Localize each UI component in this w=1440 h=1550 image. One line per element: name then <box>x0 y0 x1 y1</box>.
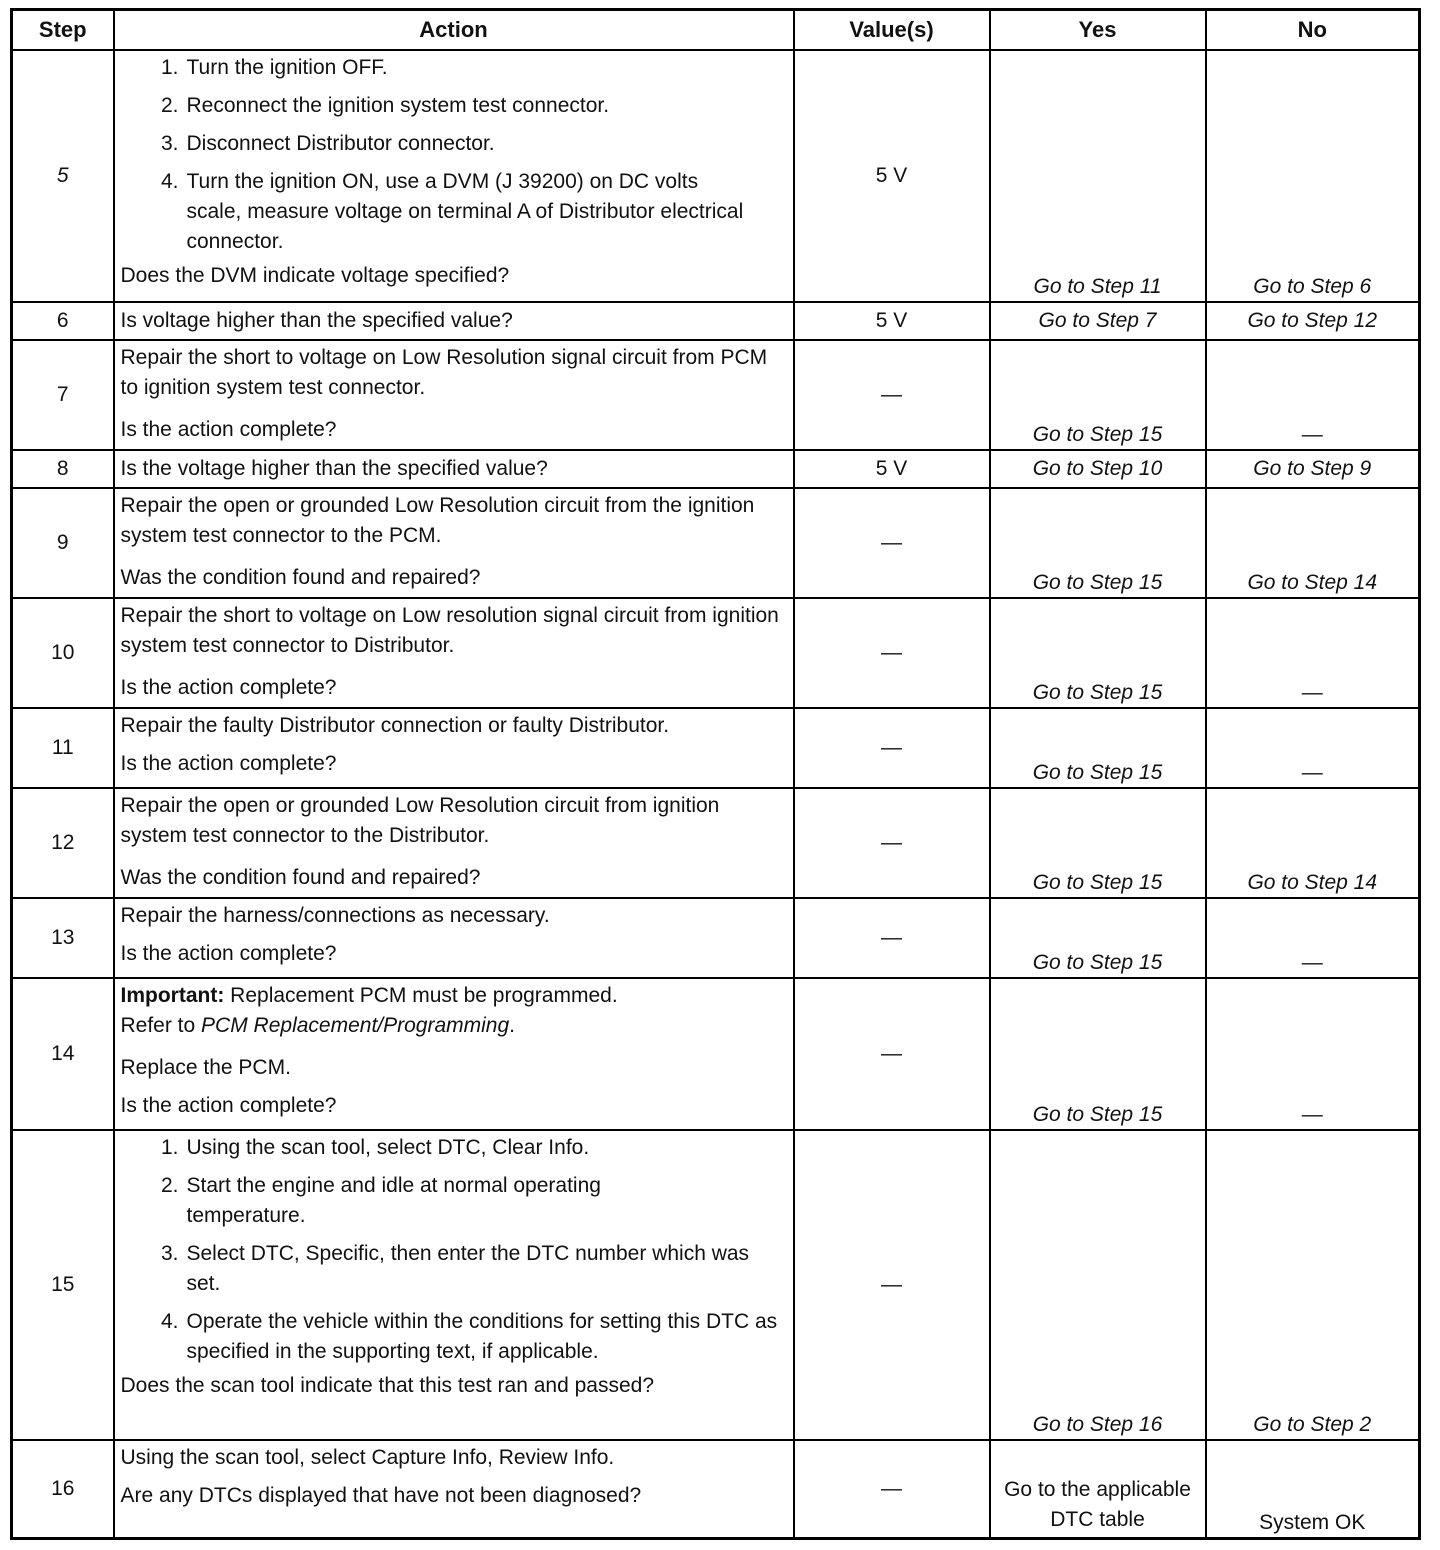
no-cell: — <box>1206 598 1420 708</box>
action-question: Is the action complete? <box>120 676 337 700</box>
table-row <box>12 708 1420 788</box>
action-cell <box>114 340 794 450</box>
action-text: Repair the short to voltage on Low Resolution signal circuit from PCM to ignition system test connector. <box>120 346 768 400</box>
list-item: 2. Start the engine and idle at normal operating temperature. <box>160 1174 601 1228</box>
value-cell: — <box>794 708 990 788</box>
action-cell <box>114 1130 794 1440</box>
list-item: 2. Reconnect the ignition system test connector. <box>160 94 610 117</box>
no-cell: — <box>1206 898 1420 978</box>
value-cell: — <box>794 898 990 978</box>
table-row <box>12 1130 1420 1440</box>
yes-cell: Go to Step 15 <box>990 340 1206 450</box>
yes-cell: Go to Step 7 <box>990 302 1206 340</box>
table-row <box>12 302 1420 340</box>
table-row <box>12 788 1420 898</box>
no-cell: Go to Step 2 <box>1206 1130 1420 1440</box>
table-row <box>12 50 1420 302</box>
no-cell: — <box>1206 978 1420 1130</box>
action-text: Repair the open or grounded Low Resolution circuit from the ignition system test connector to the PCM. <box>120 494 755 548</box>
table-row <box>12 898 1420 978</box>
table-row <box>12 1440 1420 1538</box>
action-cell <box>114 302 794 340</box>
step-number: 13 <box>12 898 114 978</box>
yes-cell: Go to Step 10 <box>990 450 1206 488</box>
list-item: 4. Operate the vehicle within the conditions for setting this DTC as specified in the supporting text, if applicable. <box>160 1310 778 1364</box>
yes-cell: Go to Step 15 <box>990 978 1206 1130</box>
action-cell <box>114 50 794 302</box>
step-number: 10 <box>12 598 114 708</box>
yes-cell: Go to Step 11 <box>990 50 1206 302</box>
action-question: Is voltage higher than the specified value? <box>120 309 513 333</box>
yes-cell: Go to Step 15 <box>990 488 1206 598</box>
action-cell <box>114 598 794 708</box>
no-cell: Go to Step 9 <box>1206 450 1420 488</box>
action-cell <box>114 488 794 598</box>
important-text: Replacement PCM must be programmed. <box>230 984 618 1008</box>
value-cell: — <box>794 788 990 898</box>
value-cell: — <box>794 1130 990 1440</box>
yes-cell: Go to Step 15 <box>990 898 1206 978</box>
refer-note <box>121 1011 787 1041</box>
action-steps-list <box>121 1133 787 1367</box>
value-cell: — <box>794 978 990 1130</box>
action-question: Does the DVM indicate voltage specified? <box>120 264 510 287</box>
action-question: Was the condition found and repaired? <box>120 866 481 890</box>
step-number: 6 <box>12 302 114 340</box>
table-row <box>12 978 1420 1130</box>
value-cell: — <box>794 488 990 598</box>
header-yes: Yes <box>990 10 1206 51</box>
action-question: Does the scan tool indicate that this test ran and passed? <box>120 1374 655 1398</box>
action-question: Is the voltage higher than the specified value? <box>120 457 548 481</box>
action-question: Is the action complete? <box>120 752 337 776</box>
yes-cell: Go to the applicable DTC table <box>990 1440 1206 1538</box>
action-question: Are any DTCs displayed that have not been diagnosed? <box>120 1484 642 1508</box>
action-text: Using the scan tool, select Capture Info, Review Info. <box>120 1446 615 1470</box>
yes-cell: Go to Step 16 <box>990 1130 1206 1440</box>
table-row <box>12 488 1420 598</box>
refer-prefix: Refer to <box>120 1014 196 1038</box>
table-row <box>12 340 1420 450</box>
value-cell: — <box>794 1440 990 1538</box>
action-text: Replace the PCM. <box>120 1056 291 1080</box>
step-number: 15 <box>12 1130 114 1440</box>
step-number: 11 <box>12 708 114 788</box>
action-text: Repair the open or grounded Low Resolution circuit from ignition system test connector to the Distributor. <box>120 794 720 848</box>
header-step: Step <box>12 10 114 51</box>
step-number: 12 <box>12 788 114 898</box>
step-number: 7 <box>12 340 114 450</box>
table-row <box>12 450 1420 488</box>
list-item: 3. Disconnect Distributor connector. <box>160 132 495 155</box>
refer-suffix: . <box>509 1014 515 1038</box>
no-cell: — <box>1206 708 1420 788</box>
action-question: Is the action complete? <box>120 1094 337 1118</box>
value-cell: 5 V <box>794 50 990 302</box>
action-text: Repair the harness/connections as necessary. <box>120 904 550 928</box>
action-cell <box>114 788 794 898</box>
value-cell: — <box>794 598 990 708</box>
diagnostic-table <box>10 8 1421 1540</box>
no-cell: — <box>1206 340 1420 450</box>
action-cell <box>114 708 794 788</box>
step-number: 14 <box>12 978 114 1130</box>
step-number: 5 <box>12 50 114 302</box>
no-cell: Go to Step 14 <box>1206 788 1420 898</box>
list-item: 3. Select DTC, Specific, then enter the DTC number which was set. <box>160 1242 750 1296</box>
action-text: Repair the faulty Distributor connection or faulty Distributor. <box>120 714 670 738</box>
refer-link[interactable]: PCM Replacement/Programming <box>201 1014 510 1038</box>
action-cell <box>114 978 794 1130</box>
action-question: Is the action complete? <box>120 942 337 966</box>
table-row <box>12 598 1420 708</box>
yes-cell: Go to Step 15 <box>990 598 1206 708</box>
list-item: 4. Turn the ignition ON, use a DVM (J 39200) on DC volts scale, measure voltage on terminal A of Distributor electrical connector. <box>160 170 744 253</box>
header-no: No <box>1206 10 1420 51</box>
action-cell <box>114 898 794 978</box>
no-cell: Go to Step 6 <box>1206 50 1420 302</box>
step-number: 16 <box>12 1440 114 1538</box>
value-cell: 5 V <box>794 302 990 340</box>
action-steps-list <box>121 53 787 257</box>
table-header-row <box>12 10 1420 51</box>
action-cell <box>114 450 794 488</box>
value-cell: 5 V <box>794 450 990 488</box>
important-label: Important: <box>120 984 225 1008</box>
important-note <box>121 981 787 1011</box>
action-cell <box>114 1440 794 1538</box>
action-question: Is the action complete? <box>120 418 337 442</box>
no-cell: Go to Step 14 <box>1206 488 1420 598</box>
no-cell: Go to Step 12 <box>1206 302 1420 340</box>
yes-cell: Go to Step 15 <box>990 788 1206 898</box>
header-values: Value(s) <box>794 10 990 51</box>
step-number: 9 <box>12 488 114 598</box>
step-number: 8 <box>12 450 114 488</box>
action-question: Was the condition found and repaired? <box>120 566 481 590</box>
action-text: Repair the short to voltage on Low resolution signal circuit from ignition system test connector to Distributor. <box>120 604 779 658</box>
header-action: Action <box>114 10 794 51</box>
list-item: 1. Turn the ignition OFF. <box>160 56 388 79</box>
list-item: 1. Using the scan tool, select DTC, Clear Info. <box>160 1136 590 1160</box>
value-cell: — <box>794 340 990 450</box>
yes-cell: Go to Step 15 <box>990 708 1206 788</box>
no-cell: System OK <box>1206 1440 1420 1538</box>
